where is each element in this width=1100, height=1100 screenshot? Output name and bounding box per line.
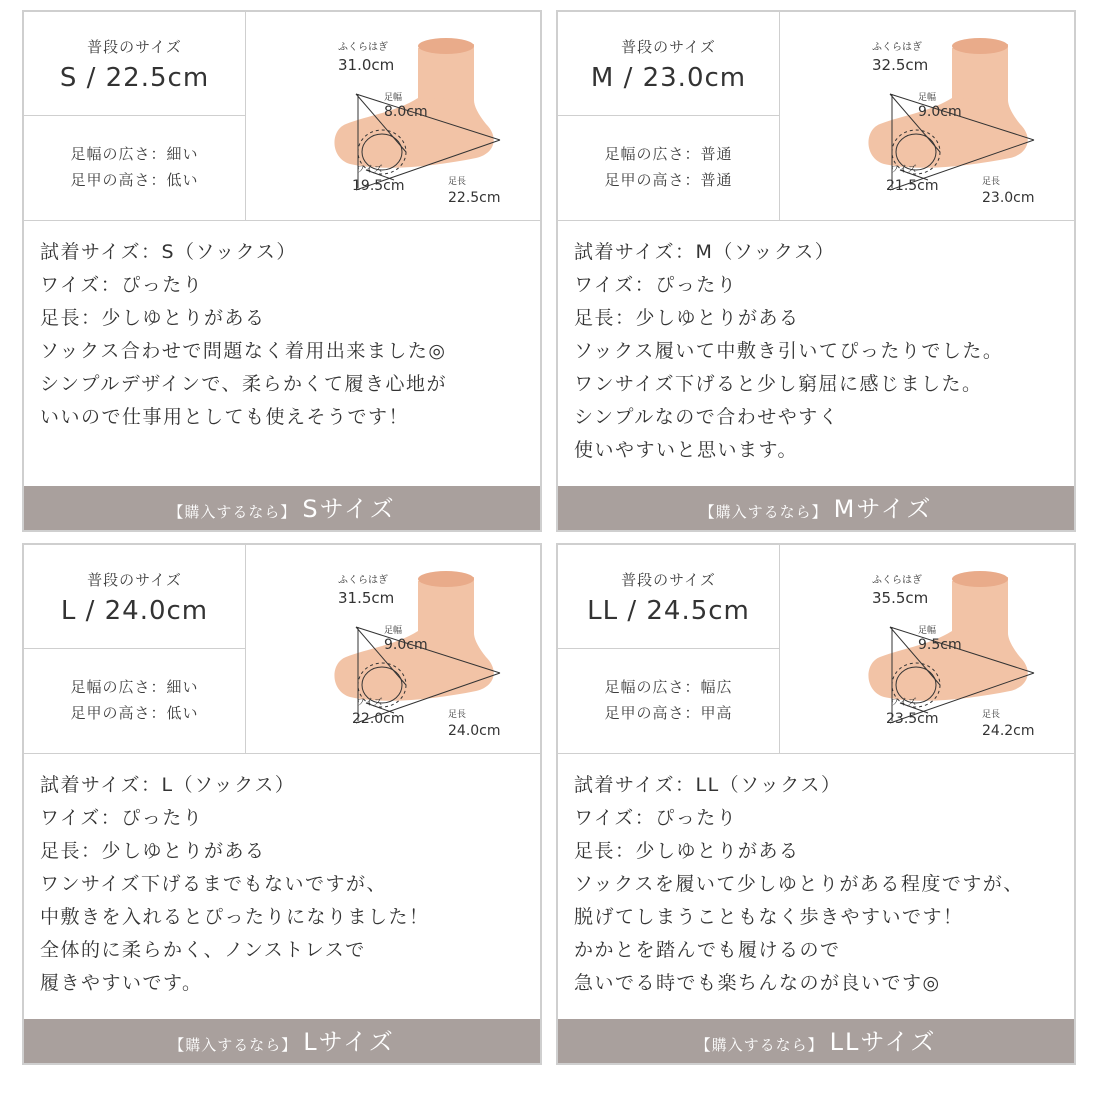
wise-value: 23.5cm — [886, 711, 939, 727]
review-line: 使いやすいと思います。 — [574, 439, 798, 461]
foot-diagram-icon — [246, 12, 542, 220]
review-line: 急いでる時でも楽ちんなのが良いです◎ — [574, 972, 941, 994]
recommended-size-bar — [24, 486, 540, 530]
review-text — [40, 769, 532, 1000]
review-card — [556, 10, 1076, 532]
usual-size-label: 普段のサイズ — [87, 38, 182, 56]
foot-diagram-icon — [780, 545, 1076, 753]
calf-value: 32.5cm — [872, 56, 929, 74]
review-line: かかとを踏んでも履けるので — [574, 939, 841, 961]
calf-value: 31.0cm — [338, 56, 395, 74]
usual-size-cell — [24, 545, 246, 649]
buy-prefix: 【購入するなら】 — [695, 1036, 824, 1054]
length-label: 足長 — [982, 177, 1001, 187]
review-line: 足長：少しゆとりがある — [574, 307, 800, 329]
recommended-size: Mサイズ — [833, 495, 933, 523]
foot-shape-cell — [24, 649, 246, 753]
usual-size-value: S / 22.5cm — [59, 63, 210, 93]
instep-height-text: 足甲の高さ：甲高 — [604, 704, 733, 722]
calf-label: ふくらはぎ — [872, 42, 922, 53]
foot-width-text: 足幅の広さ：普通 — [604, 145, 733, 163]
length-value: 23.0cm — [982, 190, 1035, 206]
review-text — [574, 236, 1066, 467]
size-info-grid — [24, 12, 540, 221]
wise-label: ワイズ — [890, 165, 917, 175]
wise-label: ワイズ — [356, 698, 383, 708]
review-line: 足長：少しゆとりがある — [40, 840, 266, 862]
foot-diagram-icon — [780, 12, 1076, 220]
usual-size-cell — [558, 12, 780, 116]
wise-label: ワイズ — [890, 698, 917, 708]
foot-width-label: 足幅 — [918, 93, 937, 103]
wise-value: 22.0cm — [352, 711, 405, 727]
recommended-size-bar — [558, 1019, 1074, 1063]
review-line: 足長：少しゆとりがある — [574, 840, 800, 862]
review-line: ソックスを履いて少しゆとりがある程度ですが、 — [574, 873, 1024, 895]
review-line: ワンサイズ下げるまでもないですが、 — [40, 873, 387, 895]
recommended-size: Lサイズ — [303, 1028, 395, 1056]
review-line: 中敷きを入れるとぴったりになりました！ — [40, 906, 430, 928]
usual-size-label: 普段のサイズ — [621, 571, 716, 589]
review-line: ワイズ：ぴったり — [574, 807, 738, 829]
recommended-size-bar — [558, 486, 1074, 530]
foot-width-label: 足幅 — [384, 93, 403, 103]
review-card — [556, 543, 1076, 1065]
foot-width-value: 8.0cm — [384, 104, 428, 120]
buy-prefix: 【購入するなら】 — [699, 503, 828, 521]
size-info-grid — [558, 12, 1074, 221]
usual-size-label: 普段のサイズ — [621, 38, 716, 56]
instep-height-text: 足甲の高さ：低い — [70, 704, 199, 722]
length-value: 22.5cm — [448, 190, 501, 206]
foot-width-text: 足幅の広さ：幅広 — [604, 678, 733, 696]
recommended-size-bar — [24, 1019, 540, 1063]
usual-size-value: M / 23.0cm — [590, 63, 747, 93]
usual-size-value: LL / 24.5cm — [587, 596, 750, 626]
foot-diagram — [780, 545, 1076, 753]
instep-height-text: 足甲の高さ：低い — [70, 171, 199, 189]
review-line: いいので仕事用としても使えそうです！ — [40, 406, 410, 428]
review-line: 試着サイズ：LL（ソックス） — [574, 774, 842, 796]
review-line: ワイズ：ぴったり — [40, 807, 204, 829]
foot-width-text: 足幅の広さ：細い — [70, 145, 199, 163]
review-line: ワンサイズ下げると少し窮屈に感じました。 — [574, 373, 983, 395]
review-line: 試着サイズ：S（ソックス） — [40, 241, 297, 263]
buy-prefix: 【購入するなら】 — [168, 503, 297, 521]
length-label: 足長 — [448, 177, 467, 187]
foot-width-value: 9.0cm — [384, 637, 428, 653]
calf-label: ふくらはぎ — [338, 42, 388, 53]
foot-diagram — [780, 12, 1076, 220]
review-line: ワイズ：ぴったり — [40, 274, 204, 296]
foot-diagram-icon — [246, 545, 542, 753]
review-card — [22, 543, 542, 1065]
wise-value: 21.5cm — [886, 178, 939, 194]
review-line: ワイズ：ぴったり — [574, 274, 738, 296]
review-line: ソックス合わせで問題なく着用出来ました◎ — [40, 340, 447, 362]
usual-size-cell — [24, 12, 246, 116]
usual-size-value: L / 24.0cm — [60, 596, 209, 626]
review-text — [40, 236, 532, 434]
foot-diagram — [246, 12, 542, 220]
length-label: 足長 — [448, 710, 467, 720]
review-line: ソックス履いて中敷き引いてぴったりでした。 — [574, 340, 1004, 362]
foot-width-value: 9.5cm — [918, 637, 962, 653]
usual-size-cell — [558, 545, 780, 649]
review-line: 全体的に柔らかく、ノンストレスで — [40, 939, 366, 961]
recommended-size: Sサイズ — [302, 495, 396, 523]
calf-label: ふくらはぎ — [872, 575, 922, 586]
review-line: 脱げてしまうこともなく歩きやすいです！ — [574, 906, 964, 928]
review-card — [22, 10, 542, 532]
review-line: シンプルなので合わせやすく — [574, 406, 840, 428]
foot-width-label: 足幅 — [918, 626, 937, 636]
size-info-grid — [558, 545, 1074, 754]
review-line: 試着サイズ：L（ソックス） — [40, 774, 296, 796]
wise-value: 19.5cm — [352, 178, 405, 194]
instep-height-text: 足甲の高さ：普通 — [604, 171, 733, 189]
calf-label: ふくらはぎ — [338, 575, 388, 586]
review-line: シンプルデザインで、柔らかくて履き心地が — [40, 373, 448, 395]
buy-prefix: 【購入するなら】 — [169, 1036, 298, 1054]
foot-shape-cell — [558, 116, 780, 220]
usual-size-label: 普段のサイズ — [87, 571, 182, 589]
foot-shape-cell — [558, 649, 780, 753]
foot-shape-cell — [24, 116, 246, 220]
size-info-grid — [24, 545, 540, 754]
review-text — [574, 769, 1066, 1000]
length-value: 24.0cm — [448, 723, 501, 739]
review-line: 履きやすいです。 — [40, 972, 203, 994]
calf-value: 31.5cm — [338, 589, 395, 607]
foot-diagram — [246, 545, 542, 753]
foot-width-value: 9.0cm — [918, 104, 962, 120]
foot-width-text: 足幅の広さ：細い — [70, 678, 199, 696]
length-value: 24.2cm — [982, 723, 1035, 739]
foot-width-label: 足幅 — [384, 626, 403, 636]
length-label: 足長 — [982, 710, 1001, 720]
review-line: 試着サイズ：M（ソックス） — [574, 241, 836, 263]
calf-value: 35.5cm — [872, 589, 929, 607]
review-line: 足長：少しゆとりがある — [40, 307, 266, 329]
recommended-size: LLサイズ — [829, 1028, 937, 1056]
wise-label: ワイズ — [356, 165, 383, 175]
